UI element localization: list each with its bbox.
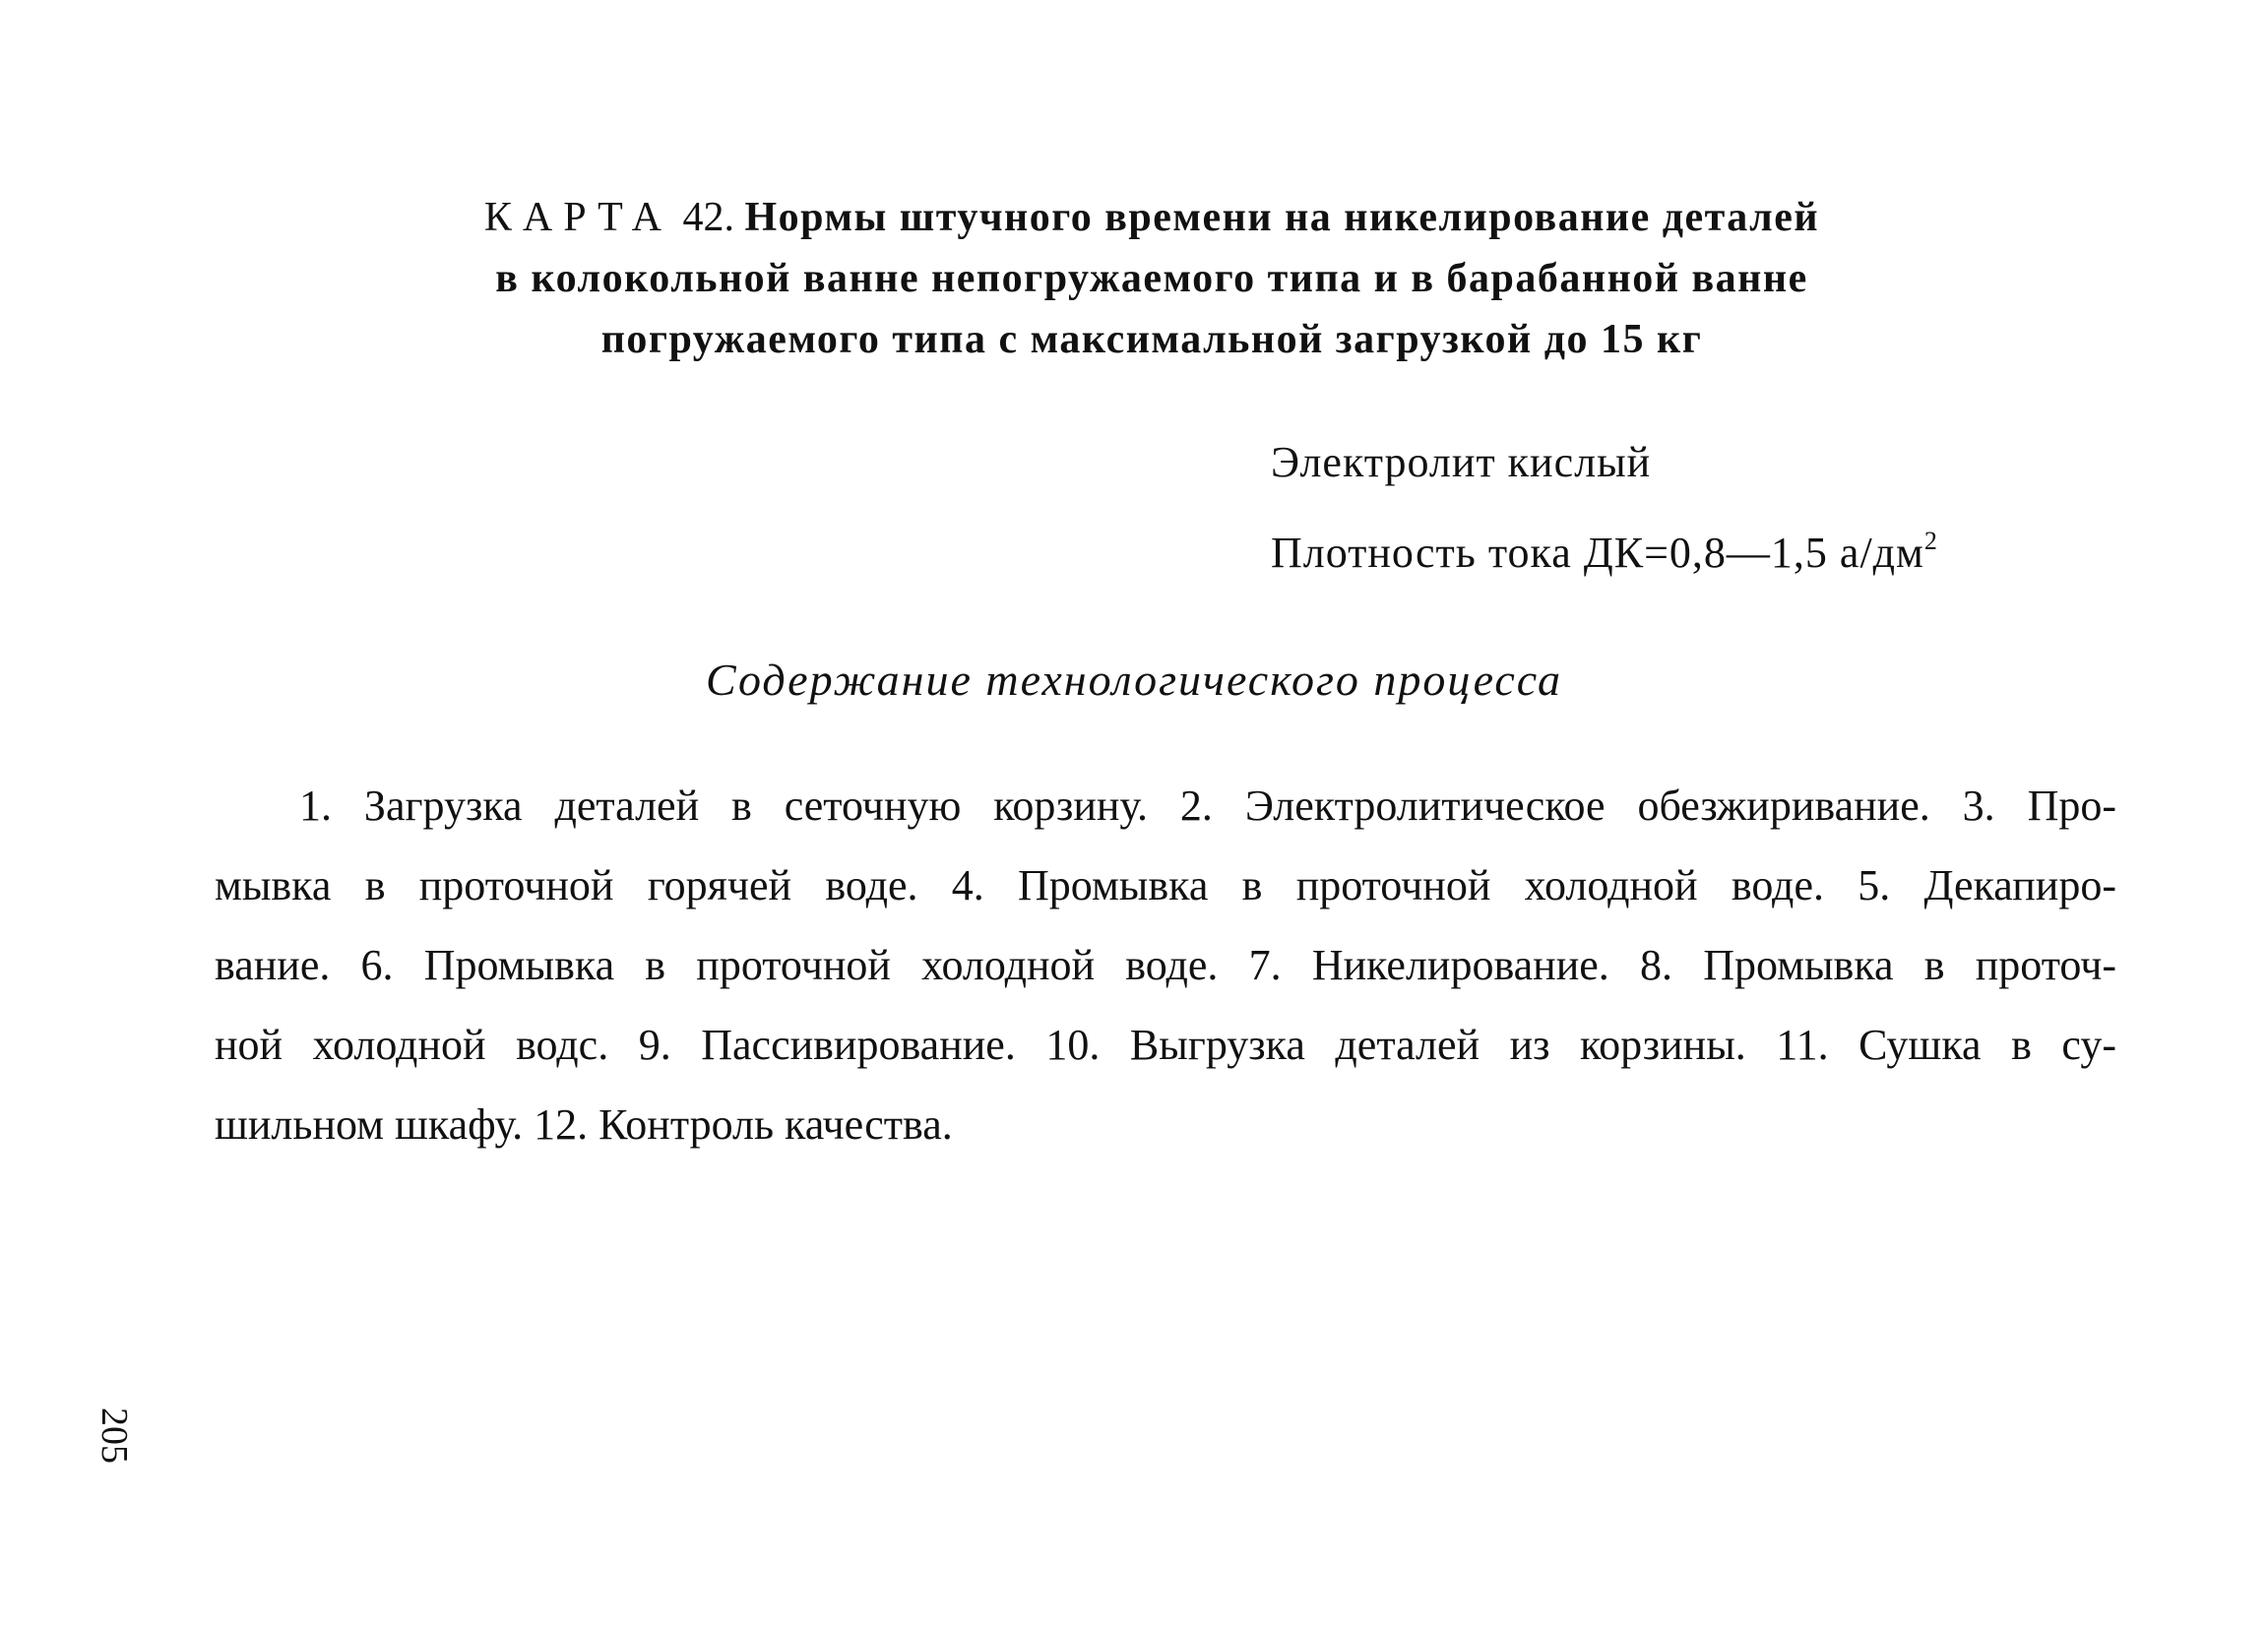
process-line: ной холодной водс. 9. Пассивирование. 10. Выгрузка деталей из корзины. 11. Сушка в су- [215, 1021, 2116, 1069]
process-line: вание. 6. Промывка в проточной холодной воде. 7. Никелирование. 8. Промывка в проточ- [215, 941, 2116, 989]
current-density-text: Плотность тока ДК=0,8—1,5 а/дм [1271, 529, 1924, 577]
process-parameters [1271, 423, 1938, 593]
card-title [423, 187, 1880, 370]
title-line-2: в колокольной ванне непогружаемого типа и в барабанной ванне [495, 256, 1808, 301]
current-density-exponent: 2 [1923, 527, 1938, 555]
map-label: КАРТА [483, 195, 673, 240]
title-text-1: Нормы штучного времени на никелирование деталей [744, 195, 1820, 240]
current-density-param [1271, 502, 1938, 593]
process-line: мывка в проточной горячей воде. 4. Промывка в проточной холодной воде. 5. Декапиро- [215, 861, 2116, 909]
section-subtitle: Содержание технологического процесса [705, 655, 1563, 705]
process-description [215, 766, 2116, 1164]
title-line-1 [423, 187, 1880, 248]
title-line-3: погружаемого типа с максимальной загрузкой до 15 кг [600, 317, 1703, 362]
process-line: шильном шкафу. 12. Контроль качества. [215, 1100, 953, 1149]
electrolyte-param: Электролит кислый [1271, 438, 1652, 486]
map-number: 42. [682, 195, 735, 240]
page-number: 205 [94, 1408, 135, 1464]
process-line: 1. Загрузка деталей в сеточную корзину. 2. Электролитическое обезжиривание. 3. Про- [299, 782, 2116, 830]
